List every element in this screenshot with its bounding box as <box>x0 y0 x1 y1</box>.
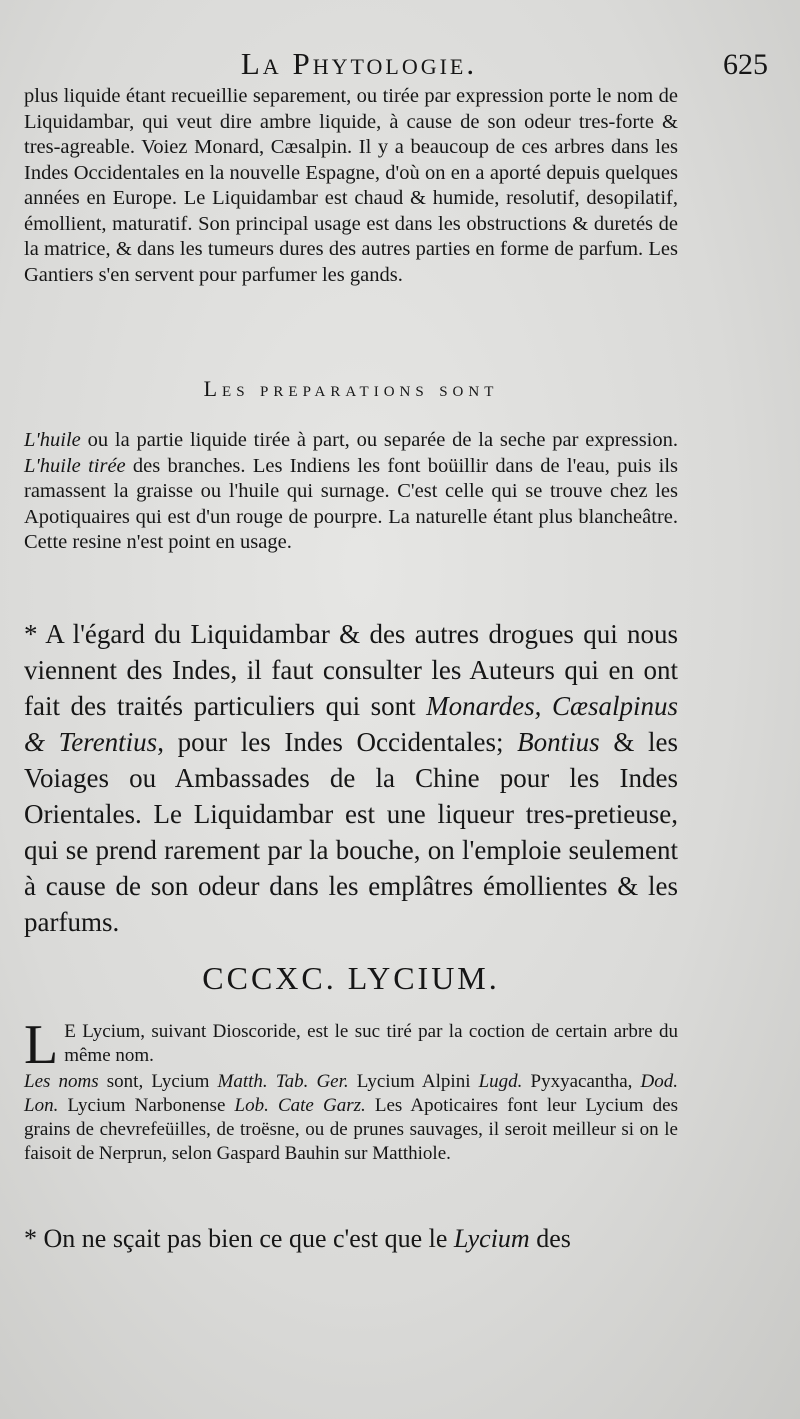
paragraph-preparations <box>24 428 678 556</box>
text-run: des <box>529 1224 571 1253</box>
italic-author: Bontius <box>517 727 600 757</box>
paragraph-liquidambar: plus liquide étant recueillie separement, ou tirée par expression porte le nom de Liquidambar, qui veut dire ambre liquide, à cause de son odeur tres-forte & tres-agreable. Voiez Monard, Cæsalpin. Il y a beaucoup de ces arbres dans les Indes Occidentales en la nouvelle Espagne, d'où on en a aporté depuis quelques années en Europe. Le Liquidambar est chaud & humide, resolutif, desopilatif, émollient, maturatif. Son principal usage est dans les obstructions & duretés de la matrice, & dans les tumeurs dures des autres parties en forme de parfum. Les Gantiers s'en servent pour parfumer les gands. <box>24 85 678 286</box>
drop-cap: L <box>24 1014 59 1076</box>
italic-term: Lycium <box>453 1224 530 1253</box>
italic-term: L'huile tirée <box>24 454 126 477</box>
italic-ref: Dod. Lon. <box>24 1071 678 1116</box>
italic-term: L'huile <box>24 429 81 451</box>
italic-ref: Lugd. <box>478 1071 523 1092</box>
text-run: & les Voiages ou Ambassades de la Chine pour les Indes Orientales. Le Liquidambar est une liqueur tres-pretieuse, qui se prend rarement par la bouche, on l'emploie seulement à cause de son odeur dans les emplâtres émollientes & les parfums. <box>24 727 678 937</box>
paragraph-note-liquidambar <box>24 616 678 940</box>
text-run: * A l'égard du Liquidambar & des autres drogues qui nous viennent des Indes, il faut consulter les Auteurs qui en ont fait des traités particuliers qui sont <box>24 619 678 721</box>
italic-ref: Matth. Tab. Ger. <box>217 1071 349 1092</box>
text-run: Pyxyacantha, <box>522 1071 641 1092</box>
paragraph-lycium-names <box>24 1070 678 1166</box>
text-run: * On ne sçait pas bien ce que c'est que le <box>24 1224 454 1253</box>
page-number: 625 <box>723 48 768 81</box>
heading-preparations: Les preparations sont <box>203 376 499 401</box>
text-run: des branches. Les Indiens les font boüillir dans de l'eau, puis ils ramassent la graisse ou l'huile qui surnage. C'est celle qui se trouve chez les Apotiquaires qui est d'un rouge de pourpre. La naturelle étant plus blancheâtre. Cette resine n'est point en usage. <box>24 454 678 553</box>
italic-ref: Lob. Cate Garz. <box>234 1095 366 1116</box>
text-run: sont, Lycium <box>98 1071 218 1092</box>
text-run: ou la partie liquide tirée à part, ou separée de la seche par expression. <box>80 429 678 451</box>
paragraph-lycium-intro <box>24 1014 678 1076</box>
text-run: , pour les Indes Occidentales; <box>157 727 518 757</box>
italic-authors: Monardes, Cæsalpinus & Terentius <box>24 691 678 757</box>
text-run: Les Apoticaires font leur Lycium des grains de chevrefeüilles, de troësne, ou de prunes sauvages, il seroit meilleur si on le faisoit de Nerprun, selon Gaspard Bauhin sur Matthiole. <box>24 1095 679 1164</box>
text-run: E Lycium, suivant Dioscoride, est le suc tiré par la coction de certain arbre du même nom. <box>64 1021 678 1066</box>
heading-lycium: CCCXC. LYCIUM. <box>202 960 500 996</box>
text-run: Lycium Alpini <box>348 1071 479 1092</box>
paragraph-note-lycium <box>24 1222 678 1256</box>
text-run: Lycium Narbonense <box>58 1095 235 1116</box>
italic-term: Les noms <box>24 1071 99 1092</box>
running-title: La Phytologie. <box>240 46 478 81</box>
